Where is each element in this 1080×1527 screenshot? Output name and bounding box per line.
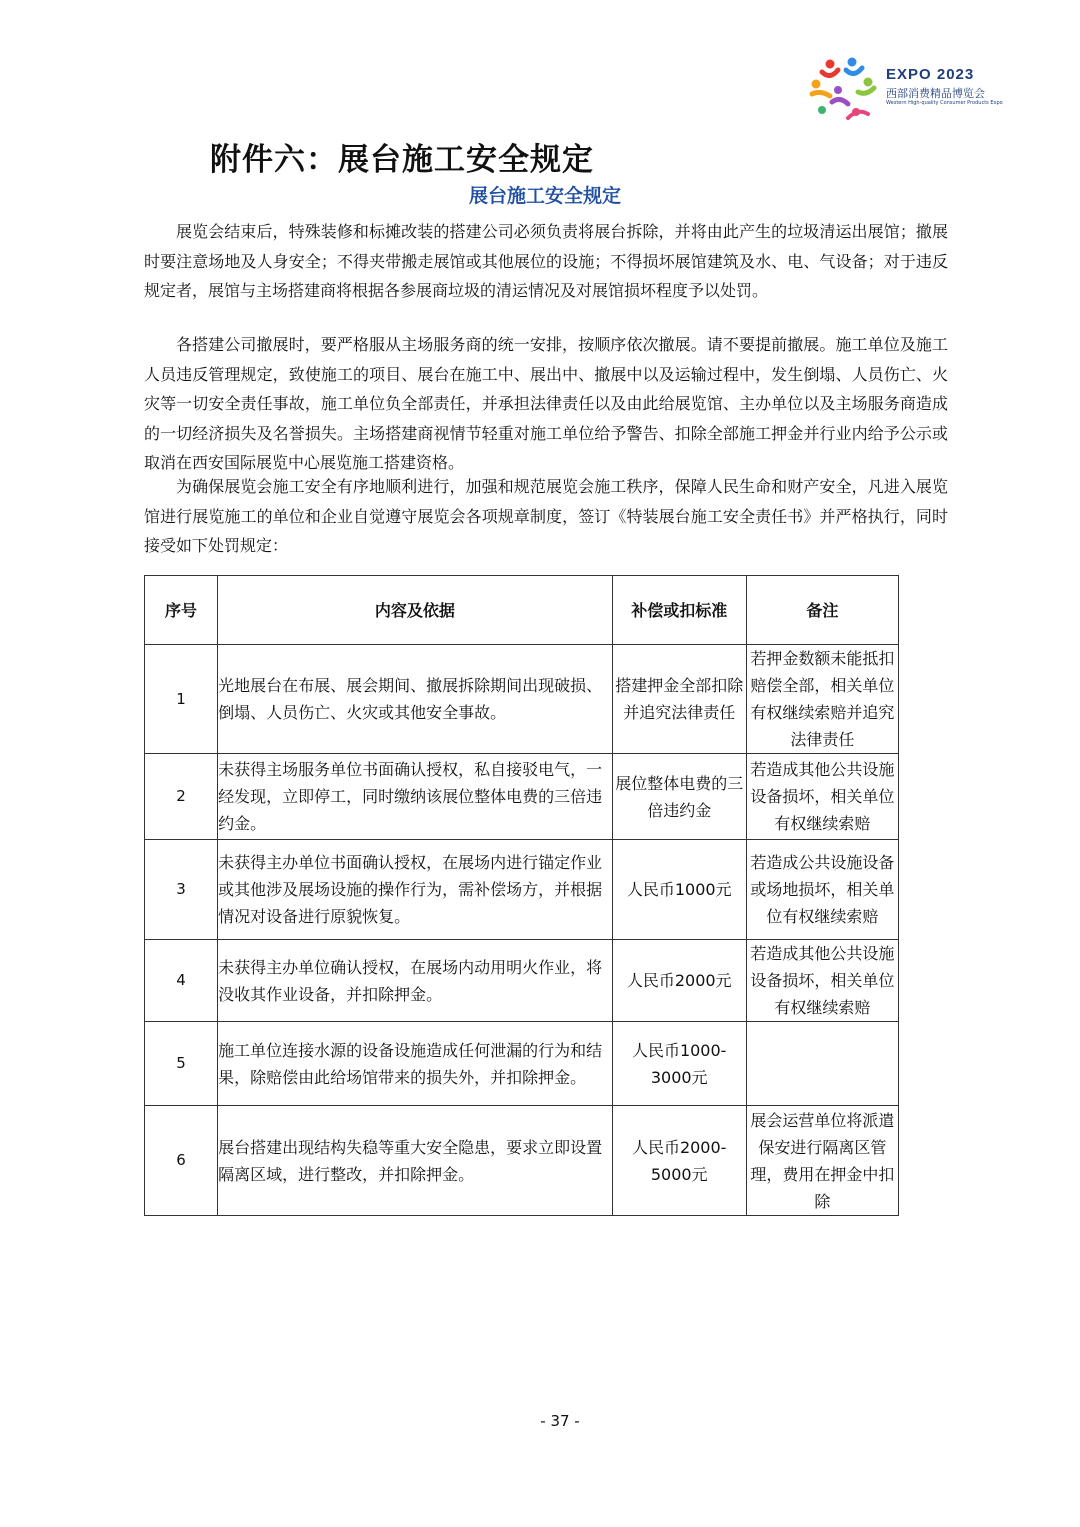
header-note: 备注 bbox=[746, 576, 898, 645]
row-note: 若押金数额未能抵扣赔偿全部，相关单位有权继续索赔并追究法律责任 bbox=[746, 645, 898, 754]
expo-logo-icon bbox=[808, 56, 884, 120]
header-compensation: 补偿或扣标准 bbox=[612, 576, 746, 645]
penalty-table bbox=[144, 575, 899, 1216]
row-note: 若造成其他公共设施设备损坏，相关单位有权继续索赔 bbox=[746, 754, 898, 840]
row-content: 未获得主办单位书面确认授权，在展场内进行锚定作业或其他涉及展场设施的操作行为，需补偿场方，并根据情况对设备进行原貌恢复。 bbox=[218, 840, 613, 940]
table-row bbox=[145, 840, 899, 940]
row-note: 若造成公共设施设备或场地损坏，相关单位有权继续索赔 bbox=[746, 840, 898, 940]
row-content: 展台搭建出现结构失稳等重大安全隐患，要求立即设置隔离区域，进行整改，并扣除押金。 bbox=[218, 1106, 613, 1216]
row-compensation: 人民币1000-3000元 bbox=[612, 1022, 746, 1106]
section-subtitle: 展台施工安全规定 bbox=[468, 185, 621, 207]
paragraph-3: 为确保展览会施工安全有序地顺利进行，加强和规范展览会施工秩序，保障人民生命和财产安全，凡进入展览馆进行展览施工的单位和企业自觉遵守展览会各项规章制度，签订《特装展台施工安全责任书》并严格执行，同时接受如下处罚规定： bbox=[144, 477, 948, 555]
row-note bbox=[746, 1022, 898, 1106]
table-row bbox=[145, 645, 899, 754]
paragraph-2: 各搭建公司撤展时，要严格服从主场服务商的统一安排，按顺序依次撤展。请不要提前撤展。施工单位及施工人员违反管理规定，致使施工的项目、展台在施工中、展出中、撤展中以及运输过程中，发生倒塌、人员伤亡、火灾等一切安全责任事故，施工单位负全部责任，并承担法律责任以及由此给展览馆、主办单位以及主场服务商造成的一切经济损失及名誉损失。主场搭建商视情节轻重对施工单位给予警告、扣除全部施工押金并行业内给予公示或取消在西安国际展览中心展览施工搭建资格。 bbox=[144, 335, 948, 472]
expo-logo bbox=[808, 56, 1008, 120]
page-title: 附件六：展台施工安全规定 bbox=[210, 142, 594, 178]
row-compensation: 人民币2000元 bbox=[612, 940, 746, 1022]
row-content: 未获得主办单位确认授权，在展场内动用明火作业，将没收其作业设备，并扣除押金。 bbox=[218, 940, 613, 1022]
table-row bbox=[145, 940, 899, 1022]
header-content: 内容及依据 bbox=[218, 576, 613, 645]
table-row bbox=[145, 1106, 899, 1216]
table-row bbox=[145, 1022, 899, 1106]
row-note: 展会运营单位将派遣保安进行隔离区管理，费用在押金中扣除 bbox=[746, 1106, 898, 1216]
row-compensation: 搭建押金全部扣除并追究法律责任 bbox=[612, 645, 746, 754]
table-row bbox=[145, 754, 899, 840]
paragraph-1: 展览会结束后，特殊装修和标摊改装的搭建公司必须负责将展台拆除，并将由此产生的垃圾清运出展馆；撤展时要注意场地及人身安全；不得夹带搬走展馆或其他展位的设施；不得损坏展馆建筑及水、电、气设备；对于违反规定者，展馆与主场搭建商将根据各参展商垃圾的清运情况及对展馆损坏程度予以处罚。 bbox=[144, 222, 948, 300]
row-compensation: 人民币1000元 bbox=[612, 840, 746, 940]
header-no: 序号 bbox=[145, 576, 218, 645]
row-note: 若造成其他公共设施设备损坏，相关单位有权继续索赔 bbox=[746, 940, 898, 1022]
row-no: 4 bbox=[145, 940, 218, 1022]
row-no: 3 bbox=[145, 840, 218, 940]
table-header-row bbox=[145, 576, 899, 645]
row-compensation: 人民币2000-5000元 bbox=[612, 1106, 746, 1216]
row-no: 6 bbox=[145, 1106, 218, 1216]
logo-line-3: Western High-quality Consumer Products Expo bbox=[886, 100, 1003, 106]
row-content: 光地展台在布展、展会期间、撤展拆除期间出现破损、倒塌、人员伤亡、火灾或其他安全事故。 bbox=[218, 645, 613, 754]
row-content: 未获得主场服务单位书面确认授权，私自接驳电气，一经发现，立即停工，同时缴纳该展位整体电费的三倍违约金。 bbox=[218, 754, 613, 840]
row-content: 施工单位连接水源的设备设施造成任何泄漏的行为和结果，除赔偿由此给场馆带来的损失外，并扣除押金。 bbox=[218, 1022, 613, 1106]
row-no: 2 bbox=[145, 754, 218, 840]
row-compensation: 展位整体电费的三倍违约金 bbox=[612, 754, 746, 840]
logo-line-2: 西部消费精品博览会 bbox=[886, 87, 985, 100]
row-no: 1 bbox=[145, 645, 218, 754]
page-number: - 37 - bbox=[540, 1412, 580, 1430]
logo-line-1: EXPO 2023 bbox=[886, 66, 975, 83]
row-no: 5 bbox=[145, 1022, 218, 1106]
